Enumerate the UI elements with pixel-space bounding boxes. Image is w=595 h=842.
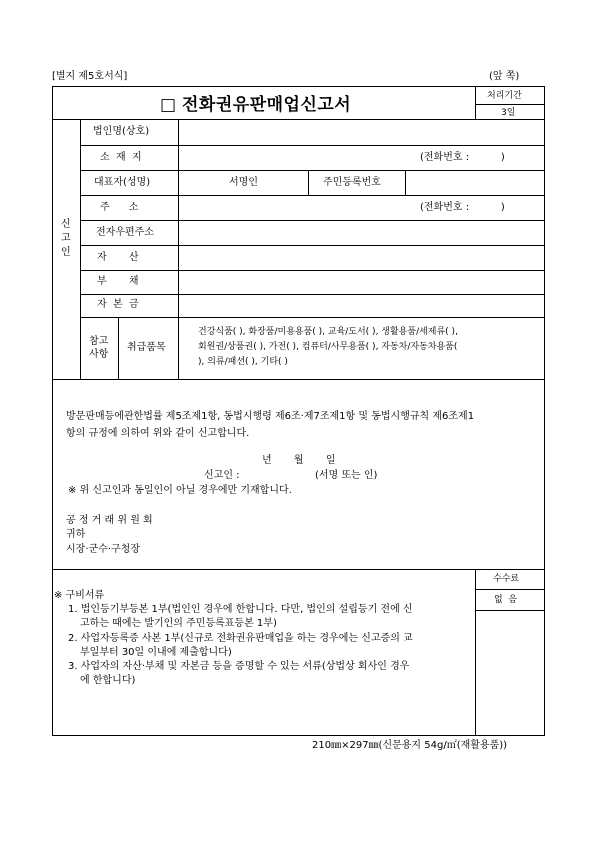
recipient-local-govt: 시장·군수·구청장 <box>66 544 140 555</box>
items-line-2: 회원권/상품권( ), 가전( ), 컴퓨터/사무용품( ), 자동차/자동차용품( <box>198 342 458 352</box>
address-phone: (전화번호 : ) <box>420 202 505 213</box>
declaration-line-2: 항의 규정에 의하여 위와 같이 신고합니다. <box>66 428 250 439</box>
doc-3-line-2: 에 한합니다) <box>80 675 136 686</box>
location-label: 소 재 지 <box>100 152 142 163</box>
title-checkbox-icon: □ <box>160 95 177 115</box>
form-title: 전화권유판매업신고서 <box>182 95 352 115</box>
resident-number-label: 주민등록번호 <box>323 177 381 188</box>
recipient-ftc: 공 정 거 래 위 원 회 <box>66 515 153 526</box>
fee-value: 없 음 <box>494 595 518 605</box>
email-label: 전자우편주소 <box>96 227 154 238</box>
same-person-note: ※ 위 신고인과 동일인이 아닐 경우에만 기재합니다. <box>68 485 292 496</box>
applicant-sign-label: 신고인 : <box>204 470 240 481</box>
representative-label: 대표자(성명) <box>94 177 151 188</box>
items-label: 취급품목 <box>127 342 166 353</box>
doc-3-line-1: 3. 사업자의 자산·부채 및 자본금 등을 증명할 수 있는 서류(상법상 회사인 경우 <box>68 661 410 672</box>
doc-1-line-1: 1. 법인등기부등본 1부(법인인 경우에 한합니다. 다만, 법인의 설립등기 전에 신 <box>68 604 413 615</box>
address-label: 주 소 <box>100 202 139 213</box>
applicant-section-label: 신 고 인 <box>61 219 71 258</box>
required-docs-title: ※ 구비서류 <box>54 590 105 601</box>
items-line-3: ), 의류/패션( ), 기타( ) <box>198 357 288 367</box>
page-side-label: (앞 쪽) <box>489 71 520 82</box>
assets-label: 자 산 <box>97 252 139 263</box>
processing-period-value: 3일 <box>501 108 516 118</box>
recipient-honorific: 귀하 <box>66 529 86 540</box>
capital-label: 자 본 금 <box>97 299 139 310</box>
company-name-label: 법인명(상호) <box>93 126 150 137</box>
paper-size-footer: 210㎜×297㎜(신문용지 54g/㎡(재활용품)) <box>312 740 508 751</box>
signature-label: 서명인 <box>229 177 258 188</box>
signature-note: (서명 또는 인) <box>315 470 378 481</box>
processing-period-label: 처리기간 <box>487 91 522 101</box>
notes-label: 참고 사항 <box>89 336 109 360</box>
declaration-line-1: 방문판매등에관한법률 제5조제1항, 동법시행령 제6조·제7조제1항 및 동법시행규칙 제6조제1 <box>66 411 475 422</box>
doc-1-line-2: 고하는 때에는 발기인의 주민등록표등본 1부) <box>80 618 277 629</box>
liabilities-label: 부 채 <box>97 276 139 287</box>
fee-label: 수수료 <box>493 574 520 584</box>
items-line-1: 건강식품( ), 화장품/미용용품( ), 교육/도서( ), 생활용품/세제류( ), <box>198 327 458 337</box>
form-number: [별지 제5호서식] <box>52 71 128 82</box>
doc-2-line-2: 부일부터 30일 이내에 제출합니다) <box>80 647 232 658</box>
doc-2-line-1: 2. 사업자등록증 사본 1부(신규로 전화권유판매업을 하는 경우에는 신고증의 교 <box>68 633 413 644</box>
date-line: 년 월 일 <box>262 455 336 466</box>
location-phone: (전화번호 : ) <box>420 152 505 163</box>
